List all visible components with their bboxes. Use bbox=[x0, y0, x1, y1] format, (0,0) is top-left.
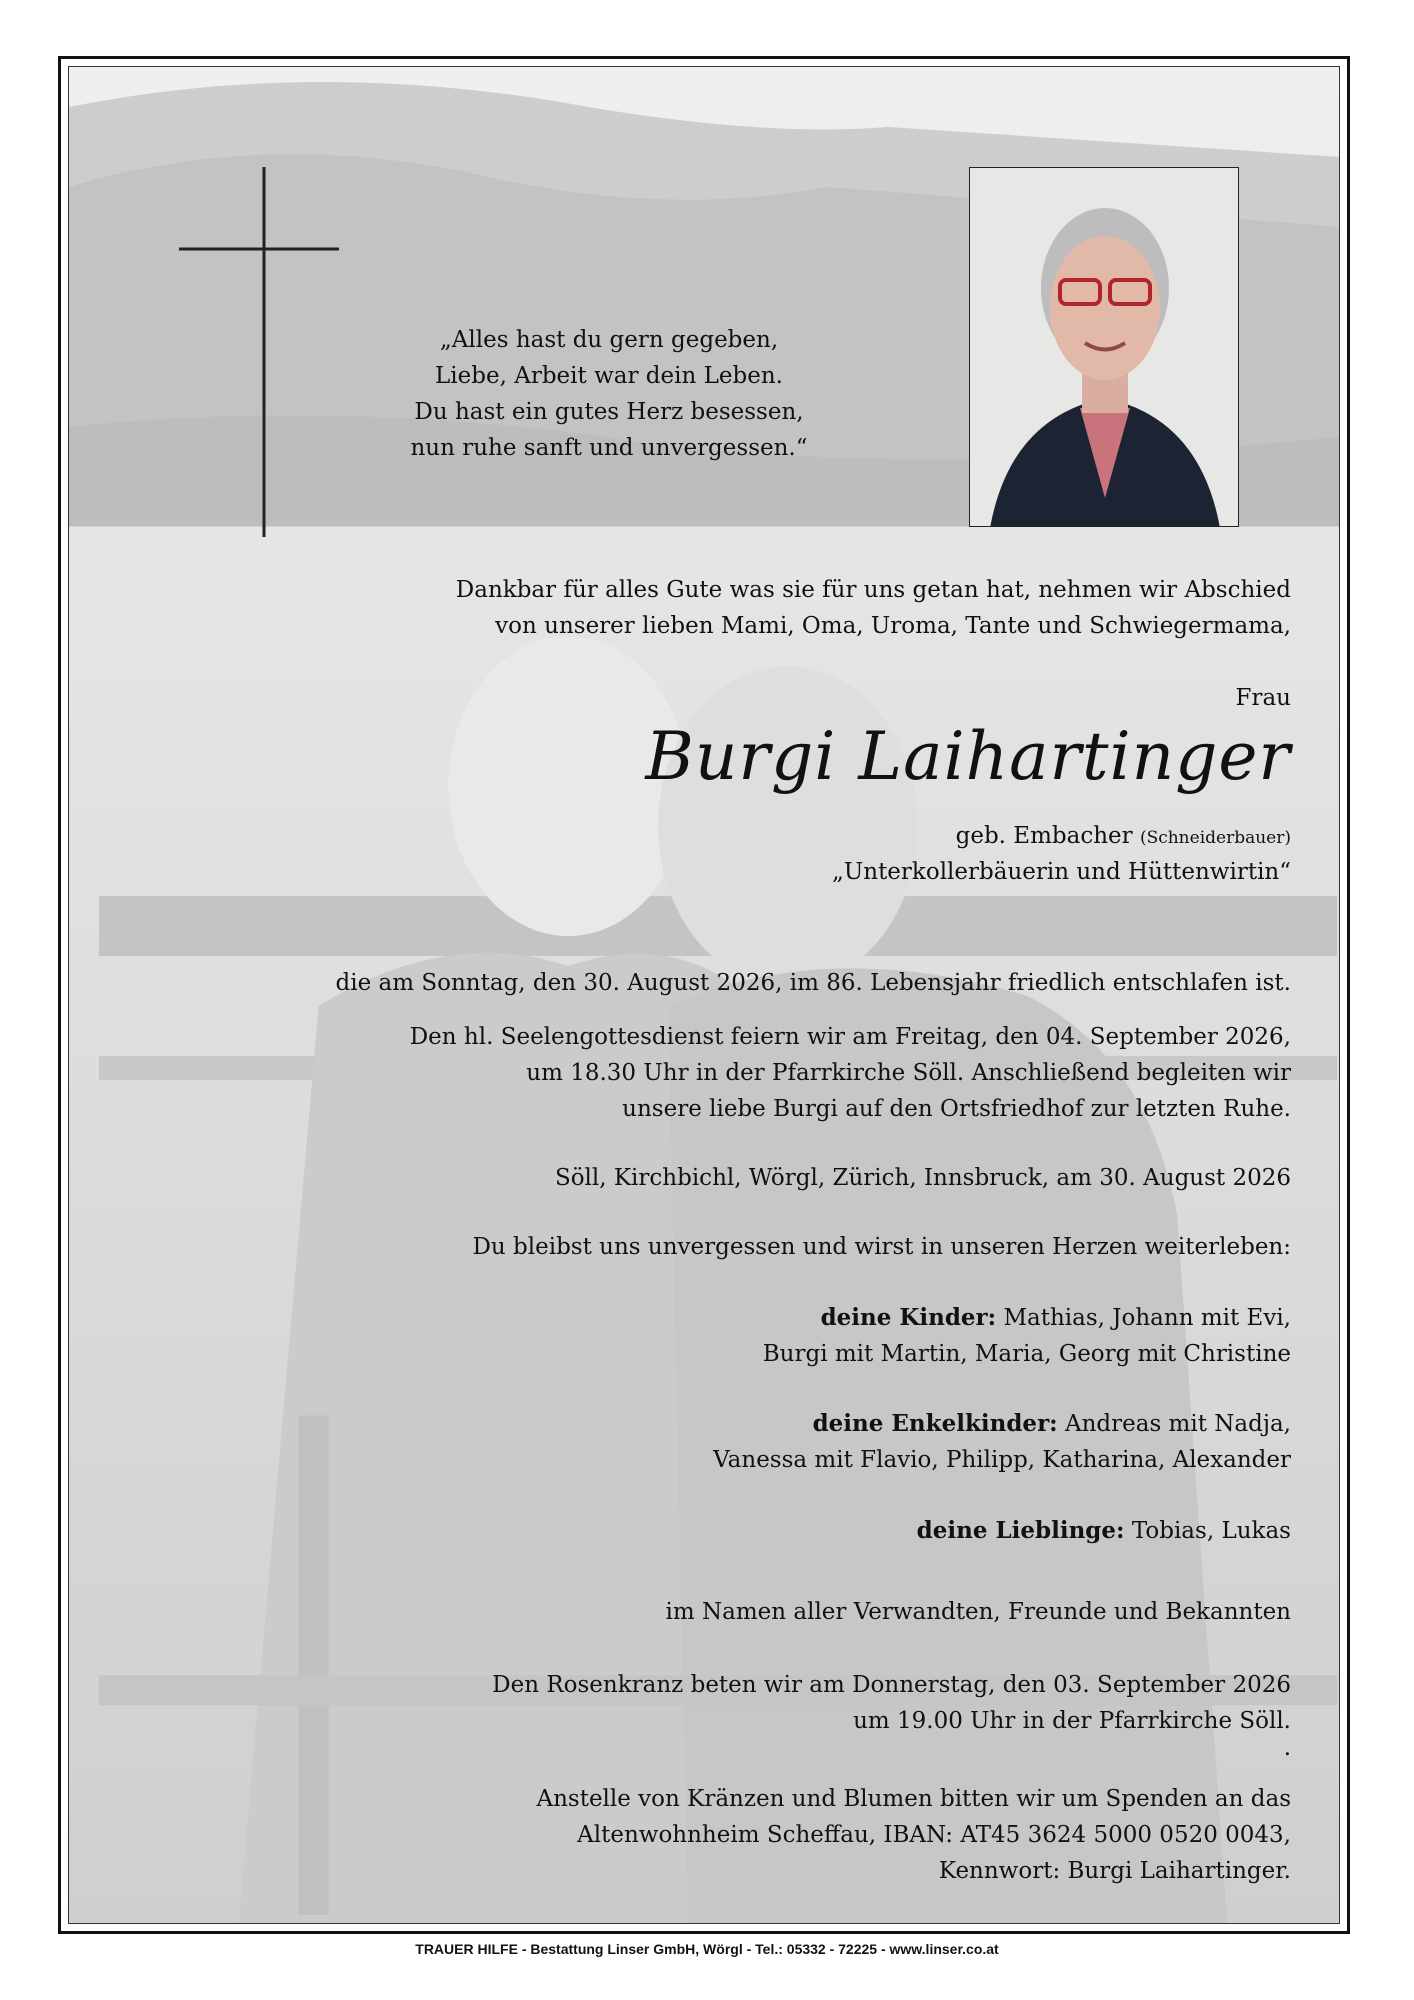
portrait-photo bbox=[969, 167, 1239, 527]
relatives-line: im Namen aller Verwandten, Freunde und Bekannten bbox=[665, 1599, 1291, 1625]
deceased-title: „Unterkollerbäuerin und Hüttenwirtin“ bbox=[831, 859, 1291, 885]
death-notice: die am Sonntag, den 30. August 2026, im 86. Lebensjahr friedlich entschlafen ist. bbox=[335, 970, 1291, 996]
salutation: Frau bbox=[1235, 685, 1291, 711]
quote-line: nun ruhe sanft und unvergessen.“ bbox=[410, 435, 808, 461]
notice-panel bbox=[68, 66, 1340, 1924]
memorial-quote bbox=[359, 322, 859, 466]
cross-icon bbox=[179, 167, 349, 537]
rosary-line: . bbox=[1283, 1735, 1291, 1761]
service-line: unsere liebe Burgi auf den Ortsfriedhof zur letzten Ruhe. bbox=[622, 1096, 1291, 1122]
grandchildren-names: Andreas mit Nadja, bbox=[1057, 1411, 1291, 1437]
intro-line: von unserer lieben Mami, Oma, Uroma, Tante und Schwiegermama, bbox=[495, 613, 1291, 639]
grandchildren-names-line: Vanessa mit Flavio, Philipp, Katharina, Alexander bbox=[713, 1447, 1291, 1473]
service-line: Den hl. Seelengottesdienst feiern wir am Freitag, den 04. September 2026, bbox=[409, 1024, 1291, 1050]
service-line: um 18.30 Uhr in der Pfarrkirche Söll. Anschließend begleiten wir bbox=[526, 1060, 1291, 1086]
intro-line: Dankbar für alles Gute was sie für uns getan hat, nehmen wir Abschied bbox=[455, 577, 1291, 603]
children-line bbox=[821, 1300, 1291, 1336]
footer-imprint: TRAUER HILFE - Bestattung Linser GmbH, Wörgl - Tel.: 05332 - 72225 - www.linser.co.at bbox=[415, 1941, 999, 1957]
grandchildren-label: deine Enkelkinder: bbox=[812, 1410, 1058, 1437]
children-names-line: Burgi mit Martin, Maria, Georg mit Christine bbox=[762, 1341, 1291, 1367]
grandchildren-line bbox=[813, 1406, 1291, 1442]
favorites-label: deine Lieblinge: bbox=[916, 1517, 1125, 1544]
favorites-line bbox=[917, 1513, 1291, 1549]
house-name: (Schneiderbauer) bbox=[1139, 828, 1291, 848]
rosary-line: um 19.00 Uhr in der Pfarrkirche Söll. bbox=[853, 1708, 1291, 1734]
place-date: Söll, Kirchbichl, Wörgl, Zürich, Innsbruck, am 30. August 2026 bbox=[554, 1165, 1291, 1191]
children-names: Mathias, Johann mit Evi, bbox=[996, 1305, 1291, 1331]
remembrance-line: Du bleibst uns unvergessen und wirst in unseren Herzen weiterleben: bbox=[472, 1234, 1291, 1260]
deceased-name: Burgi Laihartinger bbox=[645, 718, 1291, 795]
birth-name-text: geb. Embacher bbox=[955, 823, 1133, 849]
favorites-names: Tobias, Lukas bbox=[1124, 1518, 1291, 1544]
children-label: deine Kinder: bbox=[820, 1304, 997, 1331]
rosary-line: Den Rosenkranz beten wir am Donnerstag, den 03. September 2026 bbox=[492, 1672, 1291, 1698]
quote-line: Liebe, Arbeit war dein Leben. bbox=[435, 363, 783, 389]
birth-name bbox=[956, 818, 1291, 856]
quote-line: „Alles hast du gern gegeben, bbox=[439, 327, 779, 353]
quote-line: Du hast ein gutes Herz besessen, bbox=[414, 399, 804, 425]
donation-line: Kennwort: Burgi Laihartinger. bbox=[938, 1858, 1291, 1884]
donation-line: Altenwohnheim Scheffau, IBAN: AT45 3624 5000 0520 0043, bbox=[577, 1822, 1291, 1848]
donation-line: Anstelle von Kränzen und Blumen bitten wir um Spenden an das bbox=[536, 1786, 1291, 1812]
